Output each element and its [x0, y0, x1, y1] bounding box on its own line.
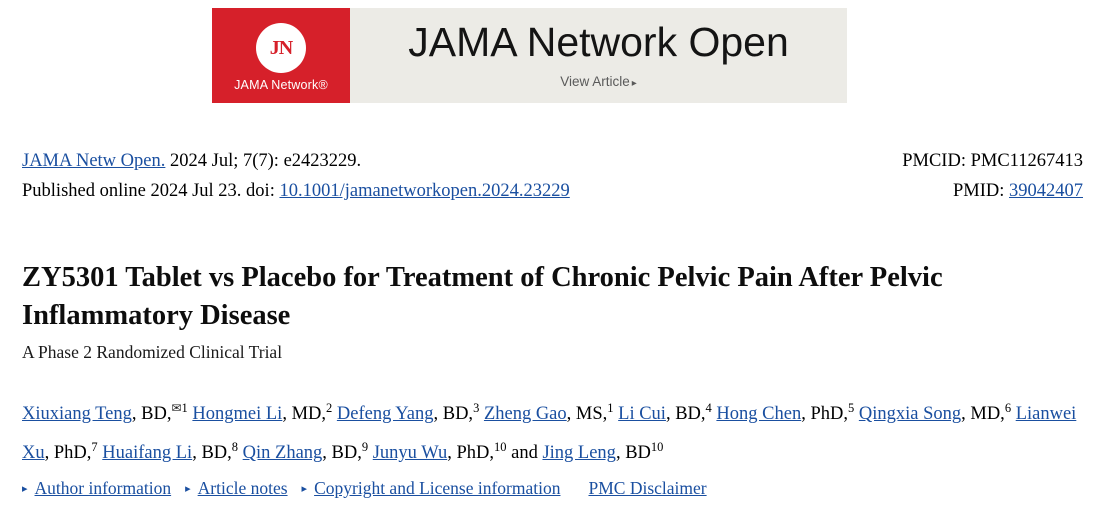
author-name-link[interactable]: Huaifang Li [102, 443, 193, 464]
author-affiliation-marker[interactable]: 8 [231, 440, 239, 455]
author-name-link[interactable]: Hongmei Li [192, 404, 283, 425]
page-title: ZY5301 Tablet vs Placebo for Treatment of Chronic Pelvic Pain After Pelvic Inflammatory Disease [22, 262, 943, 331]
author-name-link[interactable]: Jing Leng [542, 443, 616, 464]
doi-link[interactable]: 10.1001/jamanetworkopen.2024.23229 [279, 181, 570, 201]
chevron-right-icon: ▸ [631, 78, 637, 90]
author-affiliation-marker[interactable]: 6 [1004, 401, 1012, 415]
author-affiliation-marker[interactable]: 1 [181, 401, 188, 415]
author-affiliation-marker[interactable]: 5 [847, 401, 855, 415]
author-degree: , MD, [961, 404, 1005, 425]
author-degree: , BD, [433, 404, 474, 425]
author-degree: , PhD, [447, 443, 494, 464]
author-degree: , PhD, [44, 443, 92, 464]
author-name-link[interactable]: Hong Chen [716, 404, 802, 425]
author-affiliation-marker[interactable]: 10 [493, 440, 507, 455]
pmcid-line [902, 146, 1083, 176]
author-name-link[interactable]: Li Cui [618, 404, 666, 425]
author-name-link[interactable]: Xiuxiang Teng [22, 404, 132, 425]
view-article-link[interactable] [560, 74, 637, 89]
citation-line-1 [22, 146, 361, 176]
triangle-right-icon: ▸ [185, 483, 191, 495]
author-name-link[interactable]: Qingxia Song [858, 404, 962, 425]
author-name-link[interactable]: Defeng Yang [336, 404, 434, 425]
author-list [22, 392, 1082, 470]
pmid-line [953, 176, 1083, 206]
jn-monogram-text: JN [269, 36, 293, 59]
author-affiliation-marker[interactable]: 3 [473, 401, 480, 415]
author-name-link[interactable]: Junyu Wu [372, 443, 448, 464]
pmcid-label: PMCID: [902, 151, 971, 171]
author-degree: , MD, [282, 404, 326, 425]
article-subtitle: A Phase 2 Randomized Clinical Trial [22, 342, 283, 362]
author-conjunction: and [511, 443, 543, 464]
journal-banner [212, 8, 847, 103]
citation-issue: 2024 Jul; 7(7): e2423229. [165, 151, 362, 171]
copyright-license-link[interactable]: Copyright and License information [314, 478, 561, 498]
author-degree: , BD [615, 443, 651, 464]
author-affiliation-marker[interactable]: 2 [326, 401, 333, 415]
pmid-label: PMID: [952, 181, 1009, 201]
jn-monogram-icon [256, 23, 306, 73]
published-online-label: Published online 2024 Jul 23. doi: [22, 181, 280, 201]
pmc-disclaimer-link[interactable]: PMC Disclaimer [588, 478, 707, 498]
author-name-link[interactable]: Zheng Gao [483, 404, 567, 425]
view-article-label: View Article [560, 74, 630, 90]
citation-block [22, 146, 1083, 206]
author-name-link[interactable]: Qin Zhang [242, 443, 323, 464]
footer-item-2[interactable] [302, 474, 561, 505]
header-footer-links [22, 474, 707, 505]
footer-item-1[interactable] [185, 474, 287, 505]
author-degree: , MS, [566, 404, 608, 425]
pmid-link[interactable]: 39042407 [1009, 181, 1083, 201]
author-affiliation-marker[interactable]: 9 [361, 440, 369, 455]
corresponding-author-envelope-icon[interactable]: ✉ [171, 401, 182, 415]
triangle-right-icon: ▸ [22, 483, 28, 495]
jama-network-logo [212, 8, 350, 103]
author-affiliation-marker[interactable]: 4 [705, 401, 712, 415]
triangle-right-icon: ▸ [301, 483, 308, 495]
article-notes-link[interactable]: Article notes [197, 478, 288, 498]
author-affiliation-marker[interactable]: 10 [650, 440, 664, 455]
author-information-link[interactable]: Author information [34, 478, 172, 498]
author-degree: , BD, [131, 404, 172, 425]
citation-row-1 [22, 146, 1083, 176]
banner-main [350, 8, 847, 103]
author-degree: , BD, [192, 443, 232, 464]
citation-row-2 [22, 176, 1083, 206]
jama-network-wordmark: JAMA Network® [234, 78, 328, 92]
footer-item-0[interactable] [22, 474, 171, 505]
author-degree: , PhD, [801, 404, 848, 425]
author-degree: , BD, [322, 443, 362, 464]
pmcid-value: PMC11267413 [970, 151, 1083, 171]
author-name-link[interactable]: Lianwei Xu [22, 404, 1077, 464]
journal-title: JAMA Network Open [408, 19, 789, 65]
citation-line-2 [22, 176, 570, 206]
author-degree: , BD, [665, 404, 706, 425]
journal-abbrev-link[interactable]: JAMA Netw Open. [22, 151, 166, 171]
author-affiliation-marker[interactable]: 7 [91, 440, 98, 455]
author-affiliation-marker[interactable]: 1 [607, 401, 614, 415]
